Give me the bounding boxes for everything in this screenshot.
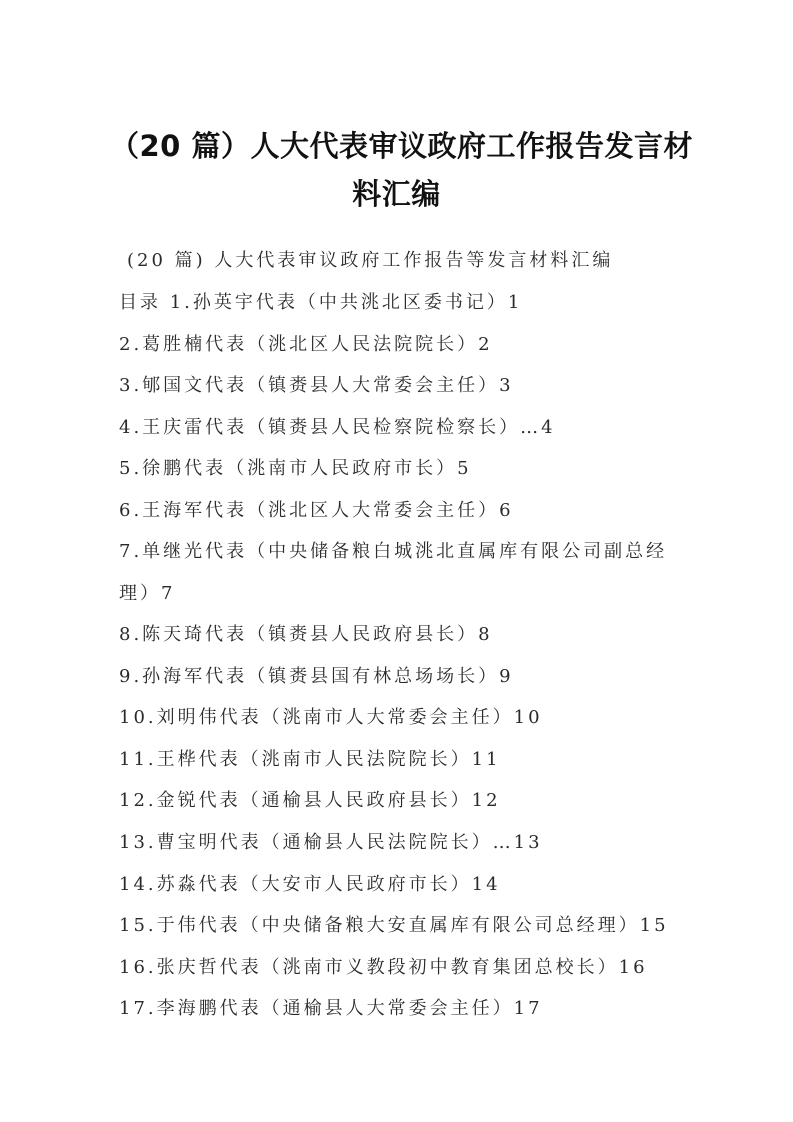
toc-entry: 15.于伟代表（中央储备粮大安直属库有限公司总经理）15 xyxy=(119,915,669,936)
toc-entry: 7.单继光代表（中央储备粮白城洮北直属库有限公司副总经 xyxy=(119,541,668,562)
toc-entry: 14.苏淼代表（大安市人民政府市长）14 xyxy=(119,874,501,895)
document-subtitle: (20 篇) 人大代表审议政府工作报告等发言材料汇编 xyxy=(127,250,614,271)
toc-entry: 13.曹宝明代表（通榆县人民法院院长）…13 xyxy=(119,832,543,853)
toc-entry-continuation: 理）7 xyxy=(119,583,176,604)
toc-entry: 3.郇国文代表（镇赉县人大常委会主任）3 xyxy=(119,375,514,396)
toc-entry: 8.陈天琦代表（镇赉县人民政府县长）8 xyxy=(119,624,493,645)
toc-entry: 4.王庆雷代表（镇赉县人民检察院检察长）…4 xyxy=(119,417,556,438)
document-title-line-1: （20 篇）人大代表审议政府工作报告发言材 xyxy=(110,129,693,163)
toc-entry: 11.王桦代表（洮南市人民法院院长）11 xyxy=(119,749,501,770)
toc-entry: 6.王海军代表（洮北区人大常委会主任）6 xyxy=(119,500,514,521)
toc-entry: 2.葛胜楠代表（洮北区人民法院院长）2 xyxy=(119,334,493,355)
toc-entry: 12.金锐代表（通榆县人民政府县长）12 xyxy=(119,790,501,811)
toc-entry: 9.孙海军代表（镇赉县国有林总场场长）9 xyxy=(119,666,514,687)
toc-entry: 5.徐鹏代表（洮南市人民政府市长）5 xyxy=(119,458,472,479)
toc-entry: 目录 1.孙英宇代表（中共洮北区委书记）1 xyxy=(119,292,523,313)
toc-entry: 16.张庆哲代表（洮南市义教段初中教育集团总校长）16 xyxy=(119,957,648,978)
document-title-line-2: 料汇编 xyxy=(352,177,441,211)
toc-entry: 10.刘明伟代表（洮南市人大常委会主任）10 xyxy=(119,707,543,728)
toc-entry: 17.李海鹏代表（通榆县人大常委会主任）17 xyxy=(119,998,543,1019)
